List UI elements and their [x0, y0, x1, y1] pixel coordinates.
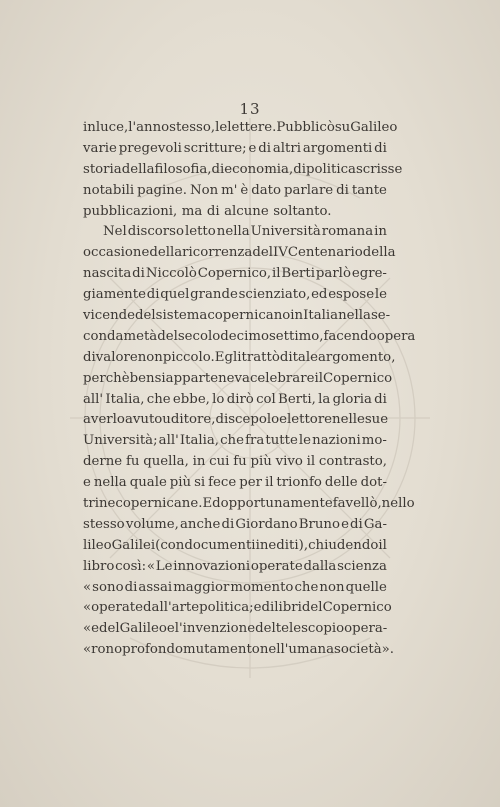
text-line: libro così: « Le innovazioni operate dalla scienza: [83, 558, 387, 574]
text-line: perchè ben si apparteneva celebrare il Copernico: [83, 370, 393, 386]
text-line: in luce, l' anno stesso, le lettere. Pubblicò su Galileo: [83, 120, 398, 135]
text-line: notabili pagine. Non m' è dato parlare di tante: [83, 182, 387, 198]
text-line: occasione della ricorrenza del IV Centenario della: [83, 245, 396, 261]
text-line: derne fu quella, in cui fu più vivo il contrasto,: [83, 454, 387, 470]
text-line: e nella quale più si fece per il trionfo delle dot-: [83, 475, 387, 491]
text-line: lileo Galilei (con documenti inediti), chiudendo il: [83, 537, 387, 553]
text-line: di valore non piccolo. Egli trattò di tale argomento,: [83, 349, 396, 365]
text-line: storia della filosofia, di economia, di politica scrisse: [83, 161, 403, 177]
text-line: « rono profondo mutamento nell' umana società ».: [83, 642, 395, 658]
text-line: « e del Galileo e l' invenzione del telescopio opera-: [83, 621, 388, 637]
text-line: « sono di assai maggior momento che non quelle: [83, 579, 387, 595]
body-text: [83, 118, 416, 661]
text-line: trine copernicane. Ed opportunamente favellò, nello: [83, 496, 415, 512]
page-number: 13: [239, 100, 261, 118]
text-line: all' Italia, che ebbe, lo dirò col Berti, la gloria di: [83, 391, 387, 407]
text-line: Nel discorso letto nella Università romana in: [103, 224, 387, 240]
text-line: averlo avuto uditore, discepolo e lettore nelle sue: [83, 412, 389, 428]
text-line: « operate dall' arte politica; ed i libri del Copernico: [83, 600, 392, 616]
text-line: conda metà del secolo decimosettimo, facendo opera: [83, 328, 416, 344]
text-line: Università; all' Italia, che fra tutte le nazioni mo-: [83, 433, 387, 449]
text-line: varie pregevoli scritture; e di altri argomenti di: [83, 140, 387, 156]
text-line: nascita di Niccolò Copernico, il Berti parlò egre-: [83, 266, 387, 282]
text-line: giamente di quel grande scienziato, ed espose le: [83, 287, 387, 303]
text-line: vicende del sistema copernicano in Italia nella se-: [83, 308, 391, 324]
text-line: stesso volume, anche di Giordano Bruno e di Ga-: [83, 516, 387, 532]
text-line: pubblicazioni, ma di alcune soltanto.: [83, 203, 332, 219]
